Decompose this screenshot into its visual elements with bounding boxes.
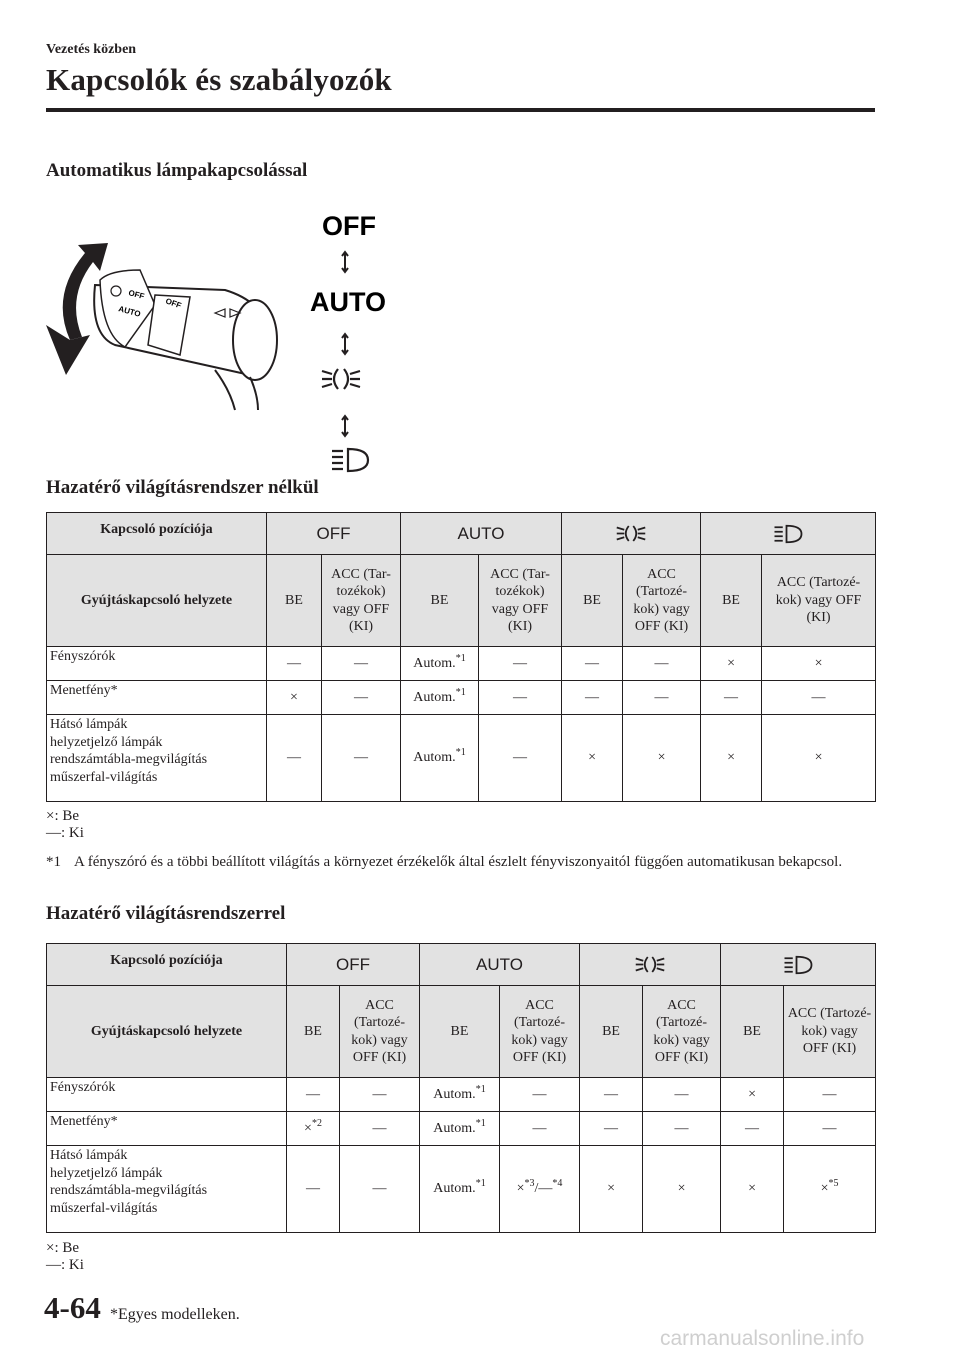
cell: × bbox=[562, 715, 623, 802]
page-title: Kapcsolók és szabályozók bbox=[46, 62, 392, 97]
legend1 bbox=[46, 808, 84, 842]
ign-cell: ACC (Tartozé-kok) vagy OFF (KI) bbox=[762, 555, 876, 647]
parking-lamp-icon bbox=[322, 369, 360, 389]
ign-cell: BE bbox=[562, 555, 623, 647]
cell: × bbox=[580, 1146, 643, 1233]
cell: × bbox=[762, 647, 876, 681]
lever-off-label: OFF bbox=[127, 288, 146, 302]
cell: × bbox=[623, 715, 701, 802]
cell bbox=[784, 1146, 876, 1233]
cell bbox=[500, 1146, 580, 1233]
cell: — bbox=[340, 1112, 420, 1146]
auto-heading: Automatikus lámpakapcsolással bbox=[46, 160, 308, 181]
ign-cell: ACC (Tar-tozékok) vagy OFF (KI) bbox=[322, 555, 401, 647]
footnote-text: A fényszóró és a többi beállított világítás a környezet érzékelők által észlelt fényviszonyaitól függően automatikusan bekapcsol. bbox=[74, 854, 843, 870]
footnote-ref: *4 bbox=[552, 1178, 563, 1190]
lever-auto-label: AUTO bbox=[117, 304, 142, 319]
cell: × bbox=[701, 647, 762, 681]
table2-heading: Hazatérő világításrendszerrel bbox=[46, 903, 286, 924]
cell: — bbox=[580, 1078, 643, 1112]
ign-cell: BE bbox=[287, 986, 340, 1078]
pos-off: OFF bbox=[267, 513, 401, 555]
row-label: Menetfény* bbox=[47, 1112, 287, 1146]
cell bbox=[401, 647, 479, 681]
updown-arrow-2 bbox=[342, 334, 348, 354]
footnote-ref: *1 bbox=[455, 686, 466, 698]
pos-off: OFF bbox=[287, 944, 420, 986]
cell-text: × bbox=[516, 1181, 525, 1197]
legend-on: ×: Be bbox=[46, 1240, 80, 1256]
switch-auto-label: AUTO bbox=[310, 287, 387, 317]
switch-illustration bbox=[40, 205, 400, 475]
ign-cell: ACC (Tartozé-kok) vagy OFF (KI) bbox=[784, 986, 876, 1078]
watermark: carmanualsonline.info bbox=[660, 1327, 865, 1350]
cell-text: Autom. bbox=[413, 750, 456, 766]
cell: — bbox=[580, 1112, 643, 1146]
footnote-ref: *1 bbox=[475, 1178, 486, 1190]
cell: — bbox=[721, 1112, 784, 1146]
cell: — bbox=[479, 647, 562, 681]
ign-cell: ACC (Tar-tozékok) vagy OFF (KI) bbox=[479, 555, 562, 647]
cell: — bbox=[562, 647, 623, 681]
table-row bbox=[47, 513, 876, 555]
cell bbox=[401, 715, 479, 802]
parking-lamp-icon bbox=[615, 523, 647, 544]
cell bbox=[287, 1112, 340, 1146]
legend-on: ×: Be bbox=[46, 808, 80, 824]
cell: × bbox=[721, 1146, 784, 1233]
headlight-low-beam-icon bbox=[783, 955, 813, 975]
pos-headlight bbox=[721, 944, 876, 986]
cell: × bbox=[643, 1146, 721, 1233]
switch-off-label: OFF bbox=[322, 211, 376, 241]
table-row bbox=[47, 715, 876, 802]
ign-cell: ACC (Tartozé-kok) vagy OFF (KI) bbox=[340, 986, 420, 1078]
ign-cell: BE bbox=[721, 986, 784, 1078]
pos-label: Kapcsoló pozíciója bbox=[47, 944, 287, 986]
updown-arrow-3 bbox=[342, 416, 348, 436]
ign-cell: ACC (Tartozé-kok) vagy OFF (KI) bbox=[500, 986, 580, 1078]
cell: — bbox=[267, 647, 322, 681]
table-row bbox=[47, 681, 876, 715]
ign-cell: BE bbox=[701, 555, 762, 647]
row-label: Fényszórók bbox=[47, 1078, 287, 1112]
footnote-ref: *3 bbox=[524, 1178, 535, 1190]
pos-parking bbox=[580, 944, 721, 986]
cell: — bbox=[784, 1112, 876, 1146]
cell: — bbox=[500, 1112, 580, 1146]
cell: — bbox=[287, 1078, 340, 1112]
cell: — bbox=[623, 681, 701, 715]
cell: — bbox=[623, 647, 701, 681]
cell-text: Autom. bbox=[413, 655, 456, 671]
ign-label: Gyújtáskapcsoló helyzete bbox=[47, 986, 287, 1078]
cell: × bbox=[721, 1078, 784, 1112]
cell: — bbox=[340, 1146, 420, 1233]
cell-text: Autom. bbox=[433, 1086, 476, 1102]
cell-text-dash: — bbox=[538, 1181, 553, 1197]
ign-cell: ACC (Tartozé-kok) vagy OFF (KI) bbox=[643, 986, 721, 1078]
cell: — bbox=[762, 681, 876, 715]
headlight-low-beam-icon bbox=[773, 524, 803, 544]
cell: × bbox=[267, 681, 322, 715]
footnote-ref: *1 bbox=[455, 747, 466, 759]
cell: — bbox=[784, 1078, 876, 1112]
cell: — bbox=[340, 1078, 420, 1112]
ign-cell: BE bbox=[267, 555, 322, 647]
cell: — bbox=[701, 681, 762, 715]
footnote-ref: *5 bbox=[828, 1178, 839, 1190]
footnote1 bbox=[46, 854, 846, 871]
cell: × bbox=[762, 715, 876, 802]
cell-text: Autom. bbox=[433, 1120, 476, 1136]
section-label: Vezetés közben bbox=[46, 42, 137, 57]
footer-note: *Egyes modelleken. bbox=[110, 1306, 240, 1323]
pos-auto: AUTO bbox=[401, 513, 562, 555]
table-row bbox=[47, 1112, 876, 1146]
footnote-num: *1 bbox=[46, 854, 61, 870]
cell bbox=[401, 681, 479, 715]
pos-parking bbox=[562, 513, 701, 555]
footnote-ref: *1 bbox=[475, 1117, 486, 1129]
table-row bbox=[47, 944, 876, 986]
pos-auto: AUTO bbox=[420, 944, 580, 986]
cell bbox=[420, 1112, 500, 1146]
footnote-ref: *2 bbox=[311, 1117, 322, 1129]
cell: — bbox=[479, 681, 562, 715]
cell: — bbox=[267, 715, 322, 802]
cell-separator: / bbox=[534, 1181, 539, 1197]
footnote-ref: *1 bbox=[475, 1083, 486, 1095]
cell: — bbox=[643, 1112, 721, 1146]
row-label: Menetfény* bbox=[47, 681, 267, 715]
cell: — bbox=[643, 1078, 721, 1112]
cell-text: Autom. bbox=[413, 689, 456, 705]
legend2 bbox=[46, 1240, 84, 1274]
ign-label: Gyújtáskapcsoló helyzete bbox=[47, 555, 267, 647]
cell bbox=[420, 1078, 500, 1112]
footnote-ref: *1 bbox=[455, 652, 466, 664]
cell: — bbox=[479, 715, 562, 802]
ign-cell: BE bbox=[420, 986, 500, 1078]
table2 bbox=[46, 943, 876, 1233]
cell-text: × bbox=[304, 1120, 312, 1136]
ign-cell: BE bbox=[401, 555, 479, 647]
ign-cell: BE bbox=[580, 986, 643, 1078]
cell: × bbox=[701, 715, 762, 802]
parking-lamp-icon bbox=[634, 954, 666, 975]
cell: — bbox=[322, 715, 401, 802]
table-row bbox=[47, 1078, 876, 1112]
row-label: Hátsó lámpák helyzetjelző lámpák rendszámtábla-megvilágítás műszerfal-világítás bbox=[47, 715, 267, 802]
table-row bbox=[47, 647, 876, 681]
pos-label: Kapcsoló pozíciója bbox=[47, 513, 267, 555]
page-number: 4-64 bbox=[44, 1290, 101, 1325]
cell: — bbox=[287, 1146, 340, 1233]
pos-headlight bbox=[701, 513, 876, 555]
cell-text: Autom. bbox=[433, 1181, 476, 1197]
table1-heading: Hazatérő világításrendszer nélkül bbox=[46, 477, 319, 498]
title-rule bbox=[46, 108, 875, 112]
cell: — bbox=[500, 1078, 580, 1112]
table-row bbox=[47, 986, 876, 1078]
table-row bbox=[47, 1146, 876, 1233]
legend-off: —: Ki bbox=[46, 1257, 84, 1273]
legend-off: —: Ki bbox=[46, 825, 84, 841]
cell: — bbox=[562, 681, 623, 715]
ign-cell: ACC (Tartozé-kok) vagy OFF (KI) bbox=[623, 555, 701, 647]
updown-arrow-1 bbox=[342, 252, 348, 272]
cell: — bbox=[322, 681, 401, 715]
headlight-icon bbox=[332, 449, 368, 471]
table1 bbox=[46, 512, 876, 802]
row-label: Hátsó lámpák helyzetjelző lámpák rendszámtábla-megvilágítás műszerfal-világítás bbox=[47, 1146, 287, 1233]
row-label: Fényszórók bbox=[47, 647, 267, 681]
table-row bbox=[47, 555, 876, 647]
lever-off2-label: OFF bbox=[164, 296, 183, 311]
cell bbox=[420, 1146, 500, 1233]
cell: — bbox=[322, 647, 401, 681]
cell-text: × bbox=[820, 1181, 829, 1197]
